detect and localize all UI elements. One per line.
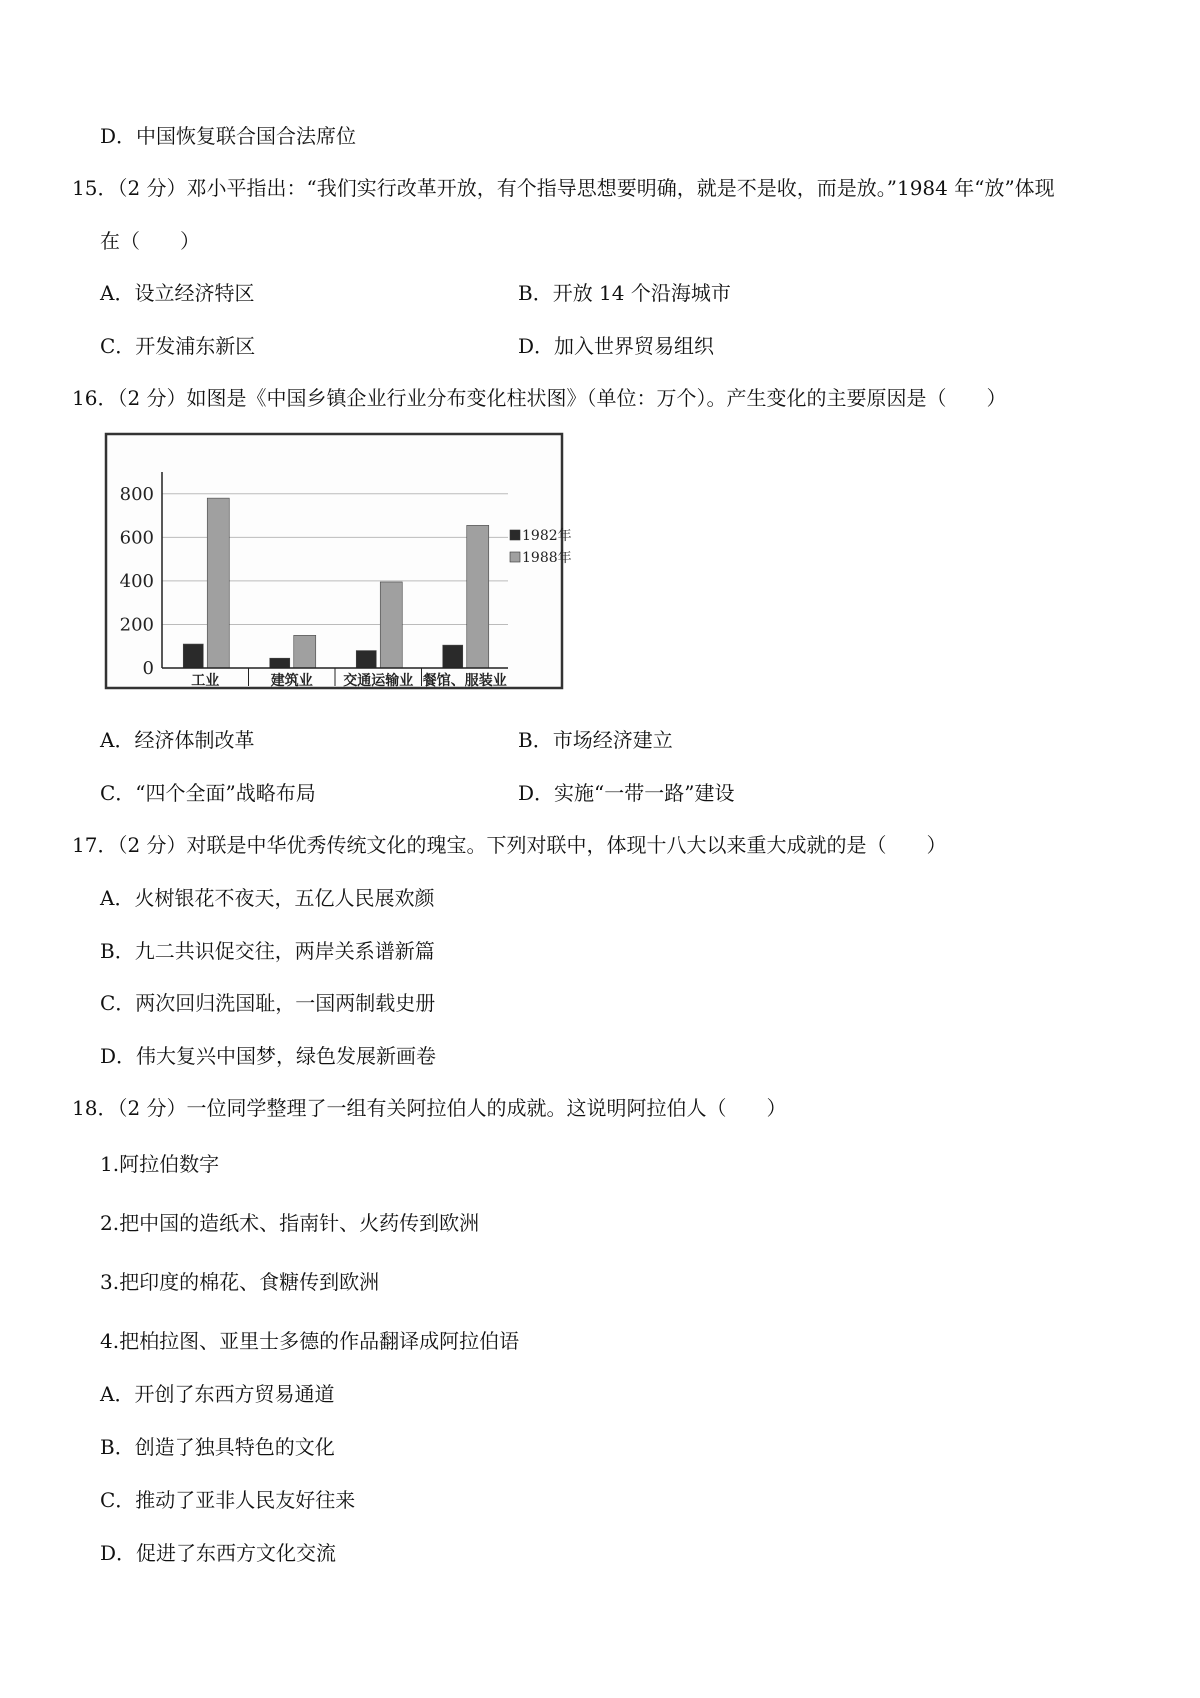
q18-item-2: 2.把中国的造纸术、指南针、火药传到欧洲	[100, 1211, 480, 1235]
q17-option-b: B．九二共识促交往，两岸关系谱新篇	[100, 939, 435, 963]
legend-swatch	[510, 552, 520, 562]
x-category-label: 工业	[191, 673, 220, 689]
q16-option-d: D．实施“一带一路”建设	[518, 781, 735, 805]
legend-label: 1988年	[522, 550, 572, 566]
q18-option-c: C．推动了亚非人民友好往来	[100, 1488, 356, 1512]
q15-option-a: A．设立经济特区	[100, 281, 255, 305]
bar-1982-2	[356, 651, 376, 668]
q14-option-d: D．中国恢复联合国合法席位	[100, 124, 357, 148]
bar-1982-1	[270, 658, 290, 668]
q16-stem: 16．（2 分）如图是《中国乡镇企业行业分布变化柱状图》（单位：万个）。产生变化的主要原因是（ ）	[72, 386, 1007, 410]
bar-chart-svg	[104, 432, 572, 692]
bar-1982-3	[443, 645, 463, 668]
bar-1988-3	[467, 525, 489, 668]
chart-frame	[106, 434, 562, 688]
q16-option-c: C．“四个全面”战略布局	[100, 781, 316, 805]
q17-stem: 17．（2 分）对联是中华优秀传统文化的瑰宝。下列对联中，体现十八大以来重大成就的是（ ）	[72, 833, 947, 857]
q17-option-d: D．伟大复兴中国梦，绿色发展新画卷	[100, 1044, 437, 1068]
bar-1988-1	[294, 635, 316, 668]
legend-swatch	[510, 530, 520, 540]
q16-option-a: A．经济体制改革	[100, 728, 255, 752]
bar-1988-2	[380, 582, 402, 668]
y-tick-label: 600	[119, 527, 154, 549]
x-category-label: 建筑业	[270, 673, 313, 689]
q18-stem: 18．（2 分）一位同学整理了一组有关阿拉伯人的成就。这说明阿拉伯人（ ）	[72, 1096, 787, 1120]
y-tick-label: 800	[119, 483, 154, 505]
bar-chart	[104, 432, 572, 692]
q18-item-1: 1.阿拉伯数字	[100, 1152, 220, 1176]
q16-option-b: B．市场经济建立	[518, 728, 673, 752]
q18-option-a: A．开创了东西方贸易通道	[100, 1382, 335, 1406]
legend-label: 1982年	[522, 528, 572, 544]
q17-option-c: C．两次回归洗国耻，一国两制载史册	[100, 991, 436, 1015]
bar-1982-0	[183, 644, 203, 668]
q18-item-4: 4.把柏拉图、亚里士多德的作品翻译成阿拉伯语	[100, 1329, 520, 1353]
y-tick-label: 400	[119, 570, 154, 592]
x-category-label: 交通运输业	[343, 673, 414, 689]
q15-option-c: C．开发浦东新区	[100, 334, 256, 358]
q15-option-b: B．开放 14 个沿海城市	[518, 281, 731, 305]
q18-option-d: D．促进了东西方文化交流	[100, 1541, 337, 1565]
q15-stem-line2: 在（ ）	[100, 229, 200, 253]
bar-1988-0	[207, 498, 229, 668]
y-tick-label: 200	[119, 614, 154, 636]
y-tick-label: 0	[142, 658, 154, 679]
q18-option-b: B．创造了独具特色的文化	[100, 1435, 335, 1459]
x-category-label: 餐馆、服装业	[422, 673, 507, 689]
q15-option-d: D．加入世界贸易组织	[518, 334, 715, 358]
q17-option-a: A．火树银花不夜天，五亿人民展欢颜	[100, 886, 435, 910]
q18-item-3: 3.把印度的棉花、食糖传到欧洲	[100, 1270, 380, 1294]
q15-stem-line1: 15．（2 分）邓小平指出：“我们实行改革开放，有个指导思想要明确，就是不是收，而是放。”1984 年“放”体现	[72, 176, 1055, 200]
